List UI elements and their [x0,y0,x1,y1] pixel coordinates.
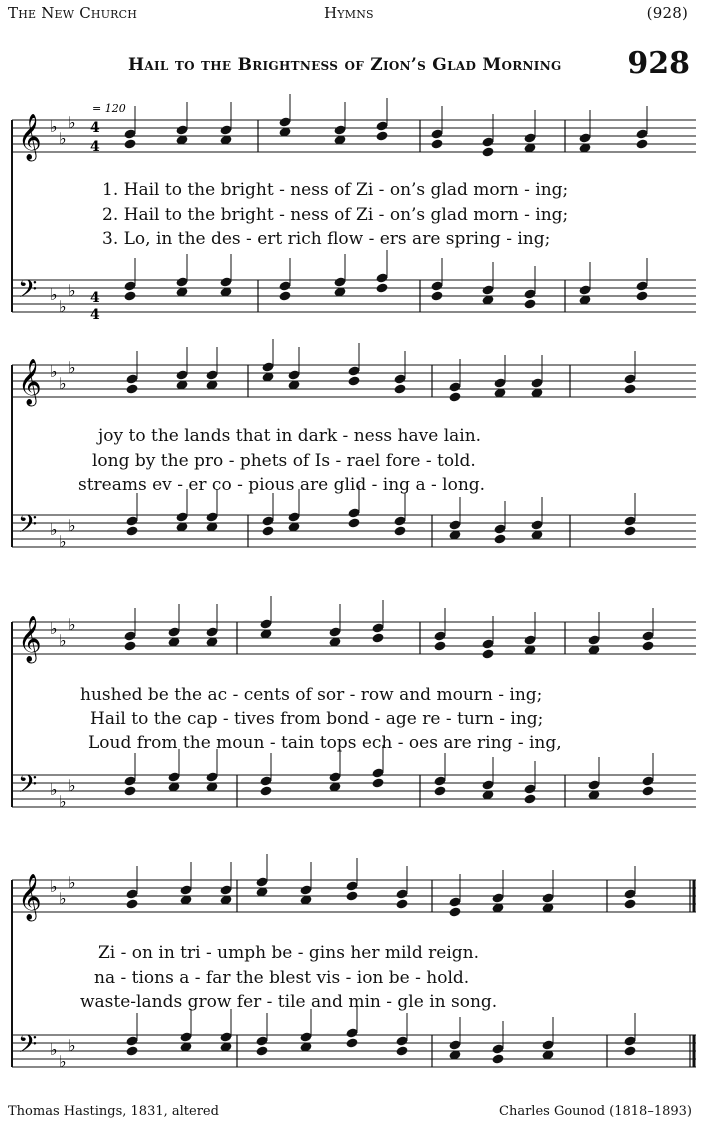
note-head [123,138,136,149]
note-head [123,290,136,301]
header-left: The New Church [8,4,138,22]
flat-icon: ♭ [50,285,58,304]
note-head [481,146,494,157]
note-head [433,785,446,796]
lyric-line-s4-v2: na - tions a - far the blest vis - ion be - hold. [94,968,470,988]
treble-clef-icon: 𝄞 [18,874,42,920]
note-head [623,383,636,394]
note-head [635,290,648,301]
note-head [259,785,272,796]
note-head [125,898,138,909]
lyric-line-s4-v1: Zi - on in tri - umph be - gins her mild reign. [98,943,479,963]
time-signature-bass [90,290,100,323]
note-head [395,1045,408,1056]
treble-clef-icon: 𝄞 [18,114,42,160]
hymn-title: Hail to the Brightness of Zion’s Glad Morning [128,55,562,75]
flat-icon: ♭ [50,520,58,539]
flat-icon: ♭ [59,297,67,316]
note-head [623,1045,636,1056]
svg-text:4: 4 [90,307,100,323]
note-head [491,1053,504,1064]
lyric-line-s4-v3: waste-lands grow fer - tile and min - gle in song. [80,992,498,1012]
svg-text:4: 4 [90,139,100,155]
note-head [448,906,461,917]
treble-clef-icon: 𝄞 [18,616,42,662]
flat-icon: ♭ [68,113,76,132]
note-head [371,632,384,643]
bass-clef-icon: 𝄢 [18,1030,38,1065]
note-head [430,290,443,301]
note-head [393,383,406,394]
lyric-line-s2-v2: long by the pro - phets of Is - rael fore - told. [92,451,476,471]
note-head [433,640,446,651]
tempo-marking: = 120 [92,102,126,115]
note-head [448,391,461,402]
flat-icon: ♭ [68,615,76,634]
lyric-line-s1-v1: 1. Hail to the bright - ness of Zi - on’s glad morn - ing; [102,180,569,200]
note-head [523,793,536,804]
note-head [641,640,654,651]
note-head [123,785,136,796]
flat-icon: ♭ [59,792,67,811]
flat-icon: ♭ [59,1052,67,1071]
flat-icon: ♭ [59,889,67,908]
note-head [481,648,494,659]
note-head [345,890,358,901]
flat-icon: ♭ [68,358,76,377]
note-head [641,785,654,796]
bass-clef-icon: 𝄢 [18,770,38,805]
lyric-line-s1-v2: 2. Hail to the bright - ness of Zi - on’s glad morn - ing; [102,205,569,225]
flat-icon: ♭ [68,1036,76,1055]
note-head [430,138,443,149]
svg-text:4: 4 [90,120,100,136]
bass-clef-icon: 𝄢 [18,510,38,545]
lyric-line-s2-v1: joy to the lands that in dark - ness have lain. [98,426,482,446]
header-center: Hymns [324,4,374,22]
note-head [278,290,291,301]
note-head [523,298,536,309]
note-head [623,898,636,909]
staff-lines [12,113,696,1071]
note-head [255,1045,268,1056]
note-head [375,130,388,141]
flat-icon: ♭ [50,780,58,799]
flat-icon: ♭ [68,873,76,892]
note-head [375,282,388,293]
lyric-line-s3-v2: Hail to the cap - tives from bond - age re - turn - ing; [90,709,544,729]
note-head [623,525,636,536]
note-head [123,640,136,651]
music-credit: Charles Gounod (1818–1893) [499,1104,692,1119]
note-head [395,898,408,909]
flat-icon: ♭ [68,281,76,300]
hymn-number: 928 [627,46,690,81]
flat-icon: ♭ [50,362,58,381]
flat-icon: ♭ [68,776,76,795]
lyric-line-s3-v3: Loud from the moun - tain tops ech - oes are ring - ing, [88,733,562,753]
lyric-line-s1-v3: 3. Lo, in the des - ert rich flow - ers are spring - ing; [102,229,551,249]
svg-text:4: 4 [90,290,100,306]
flat-icon: ♭ [59,129,67,148]
note-head [125,1045,138,1056]
note-head [635,138,648,149]
flat-icon: ♭ [50,117,58,136]
flat-icon: ♭ [50,619,58,638]
note-head [261,525,274,536]
note-head [347,517,360,528]
lyric-line-s2-v3: streams ev - er co - pious are glid - ing a - long. [78,475,486,495]
flat-icon: ♭ [59,631,67,650]
header-page-number: (928) [646,4,688,22]
time-signature-treble [90,120,100,155]
note-head [493,533,506,544]
flat-icon: ♭ [59,374,67,393]
note-head [125,525,138,536]
flat-icon: ♭ [59,532,67,551]
words-credit: Thomas Hastings, 1831, altered [8,1104,219,1119]
flat-icon: ♭ [68,516,76,535]
lyric-line-s3-v1: hushed be the ac - cents of sor - row and mourn - ing; [80,685,543,705]
treble-clef-icon: 𝄞 [18,359,42,405]
flat-icon: ♭ [50,1040,58,1059]
bass-clef-icon: 𝄢 [18,275,38,310]
note-head [347,375,360,386]
note-head [371,777,384,788]
note-head [393,525,406,536]
flat-icon: ♭ [50,877,58,896]
note-head [345,1037,358,1048]
note-head [125,383,138,394]
